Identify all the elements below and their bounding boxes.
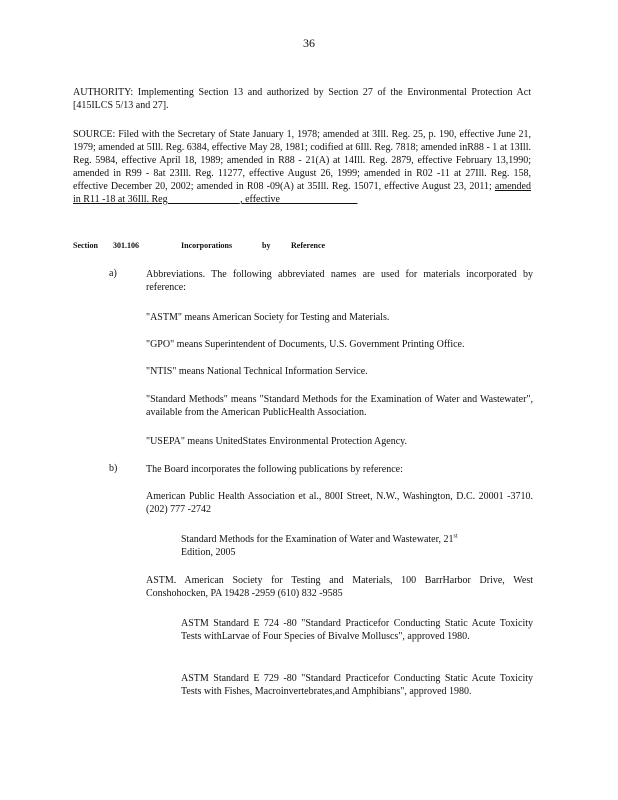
abbreviation-gpo: "GPO" means Superintendent of Documents, U.S. Government Printing Office. [146, 339, 465, 350]
abbreviation-usepa: "USEPA" means UnitedStates Environmental Protection Agency. [146, 436, 408, 447]
standard-methods-entry [181, 533, 533, 559]
section-title: Incorporations [181, 241, 233, 250]
subsection-b-intro: The Board incorporates the following publications by reference: [146, 464, 403, 475]
section-id: 301.106 [113, 241, 139, 250]
apha-entry: American Public Health Association et al., 800I Street, N.W., Washington, D.C. 20001 -3710. (202) 777 -2742 [146, 491, 533, 515]
astm-e724-entry: ASTM Standard E 724 -80 "Standard Practicefor Conducting Static Acute Toxicity Tests withLarvae of Four Species of Bivalve Molluscs", approved 1980. [181, 618, 533, 642]
subsection-b-label: b) [109, 463, 118, 474]
authority-paragraph: AUTHORITY: Implementing Section 13 and authorized by Section 27 of the Environmental Protection Act [415ILCS 5/13 and 27]. [73, 87, 531, 111]
astm-e729-entry: ASTM Standard E 729 -80 "Standard Practicefor Conducting Static Acute Toxicity Tests with Fishes, Macroinvertebrates,and Amphibians", approved 1980. [181, 673, 533, 697]
edition-superscript: st [453, 533, 458, 540]
source-history: SOURCE: Filed with the Secretary of State January 1, 1978; amended at 3Ill. Reg. 25, p. 190, effective June 21, 1979; amended at 5Ill. Reg. 6384, effective May 28, 1981; codified at 6Ill. Reg. 7818; amended inR88 - 1 at 13Ill. Reg. 5984, effective April 18, 1989; amended in R88 - 21(A) at 14Ill. Reg. 2879, effective February 13,1990; amended in R99 - 8at 23Ill. Reg. 11277, effective August 26, 1999; amended in R02 -11 at 27Ill. Reg. 158, effective December 20, 2002; amended in R08 -09(A) at 35Ill. Reg. 15071, effective August 23, 2011; [73, 129, 531, 192]
section-by: by [262, 241, 271, 250]
standard-methods-edition: Edition, 2005 [181, 547, 236, 558]
source-new-amendment: amended in R11 -18 at 36Ill. Reg ______________, effective _______________ [73, 181, 531, 205]
subsection-a-label: a) [109, 268, 117, 279]
abbreviation-ntis: "NTIS" means National Technical Information Service. [146, 366, 368, 377]
page-number: 36 [303, 36, 315, 50]
subsection-a-intro: Abbreviations. The following abbreviated names are used for materials incorporated by reference: [146, 269, 533, 293]
section-word: Section [73, 241, 98, 250]
source-paragraph [73, 128, 531, 206]
astm-entry: ASTM. American Society for Testing and Materials, 100 BarrHarbor Drive, West Conshohocken, PA 19428 -2959 (610) 832 -9585 [146, 575, 533, 599]
abbreviation-standard-methods: "Standard Methods" means "Standard Methods for the Examination of Water and Wastewater", available from the American PublicHealth Association. [146, 394, 533, 418]
section-reference: Reference [291, 241, 326, 250]
abbreviation-astm: "ASTM" means American Society for Testing and Materials. [146, 312, 390, 323]
standard-methods-title: Standard Methods for the Examination of Water and Wastewater, 21 [181, 534, 454, 545]
